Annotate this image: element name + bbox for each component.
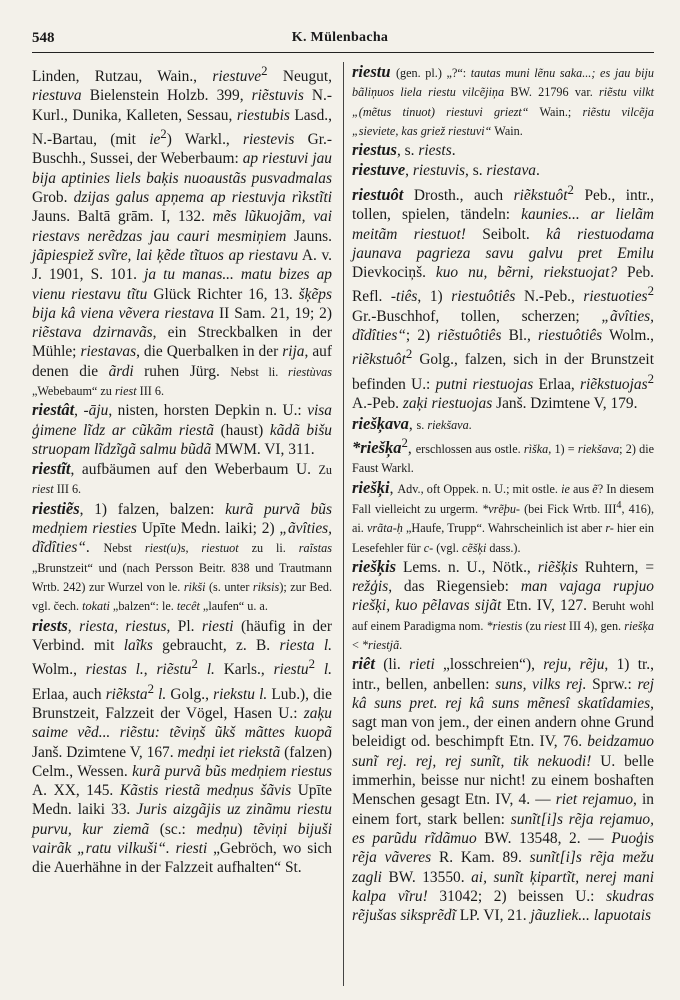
entry-riestuve: riestuve, riestuvis, s. riestava. <box>352 160 540 180</box>
entry-rieska: $*riešk̦a^2$, erschlossen aus ostle. rìška, 1) = riekšava; 2) die Faust Warkl. <box>352 435 654 476</box>
entry-rieski: riešk̦i, Adv., oft Oppek. n. U.; mit ostle. ie aus ẽ? In diesem Fall vielleicht zu urgerm. *vrẽþu- (bei Fick Wrtb. III$^4$, 416), ai. vrãta-ḥ „Haufe, Trupp“. Wahrscheinlich ist aber r- hier ein Lesefehler für c- (vgl. cẽšķi dass.). <box>352 477 654 555</box>
page-header: K. Mülenbacha <box>291 30 389 45</box>
page-number: 548 <box>32 30 55 46</box>
header-rule <box>32 52 654 53</box>
entry-riestit: riestĩt, aufbäumen auf den Weberbaum U. Zu riest III 6. <box>32 459 332 497</box>
entry-riet: riêt (li. rieti „losschreien“), reju, rẽju, 1) tr., intr., bellen, anbellen: suns, vilks rej. Sprw.: rej kâ suns pret. rej kâ suns mẽnesî skatîdamies, sagt man von jem., der einen andern ohne Grund beleidigt od. beschimpft Etn. IV, 76. beidzamuo sunĩ rej. rej, rej sunĩt, tik nekuodi! U. belle immerhin, beisse nur nicht! zu einem boshaften Menschen gesagt Etn. IV, 4. — riet rejamuo, in einem fort, stark bellen: sunĩt[i]s rẽja rejamuo, es parũdu rĩdãmuo BW. 13548, 2. — Puoģis rẽja vãveres R. Kam. 89. sunĩt[i]s rẽja mežu zagli BW. 13550. ai, sunĩt ķipartĩt, nerej mani kalpa vĩru! 31042; 2) beissen U.: skudras rẽjušas siksprẽdĩ LP. VI, 21. jãuzliek... lapuotais <box>352 654 655 925</box>
entry-riestus: riestus, s. riests. <box>352 140 456 160</box>
entry-riests: riests, riesta, riestus, Pl. riesti (häufig in der Verbind. mit laĩks gebraucht, z. B. riesta l. Wolm., riestas l., riẽstu$^2$ l. Karls., riestu$^2$ l. Erlaa, auch riẽksta$^2$ l. Golg., riekstu l. Lub.), die Brunstzeit, Falzzeit der Vögel, Hasen U.: zaķu saime vẽd... riẽstu: tẽviņš ũkš mãttes kuopã Janš. Dzimtene V, 167. medņi iet riekstã (falzen) Celm., Wessen. kurã purvã bũs medņiem riestus A. XX, 145. Kãstis riestã medņus šãvis Upīte Medn. laiki 33. Juris aizgãjis uz zinãmu riestu purvu, kur ziemã (sc.: medņu) tẽviņi bijuši vairãk „ratu vilkuši“. riesti „Gebröch, wo sich die Auerhähne in der Falzzeit aufhalten“ St. <box>32 615 332 877</box>
column-divider <box>343 62 344 986</box>
left-column <box>32 62 332 878</box>
right-column <box>352 62 654 925</box>
entry-rieskava: riešk̦ava, s. riekšava. <box>352 413 472 433</box>
entry-riestava-cont: Linden, Rutzau, Wain., riestuve$^2$ Neugut, riestuva Bielenstein Holzb. 399, riẽstuvis N.-Kurl., Dunika, Kalleten, Sessau, riestubis Lasd., N.-Bartau, (mit $ie^2$) Warkl., riestevis Gr.-Buschh., Sussei, der Weberbaum: ap riestuvi jau bija aptinies liels baķis nuoaustãs pusvadmalas Grob. dzijas galus apņema ap riestuvja rìkstĩti Jauns. Baltā grām. I, 132. mẽs lũkuojãm, vai riestavs nerẽdzas jau cauri mesmiņiem Jauns. jãpiespiež svĩre, lai ķẽde tĩtuos ap riestavu A. v. J. 1901, S. 101. ja tu manas... matu bizes ap vienu riestavu tĩtu Glück Richter 16, 13. šķẽps bija kâ viena vẽvera riestava II Sam. 21, 19; 2) riẽstava dzirnavãs, ein Streckbalken in der Mühle; riestavas, die Querbalken in der rija, auf denen die ãrdi ruhen Jürg. Nebst li. riestùvas „Webebaum“ zu riest III 6. <box>32 64 333 398</box>
entry-riestuot: riestuôt Drosth., auch riẽkstuôt$^2$ Peb., intr., tollen, spielen, tändeln: kaunies... ar lielãm meitãm riestuot! Seibolt. kâ riestuodama jaunava pagrieza savu galvu pret Emilu Dievkociņš. kuo nu, bẽrni, riekstuojat? Peb. Refl. -tiês, 1) riestuôtiês N.-Peb., riestuoties$^2$ Gr.-Buschhof, tollen, scherzen; „ãvîties, dĩdîties“; 2) riẽstuôtiês Bl., riestuôtiês Wolm., riẽkstuôt$^2$ Golg., falzen, sich in der Brunstzeit befinden U.: putni riestuojas Erlaa, riẽkstuojas$^2$ A.-Peb. zaķi riestuojas Janš. Dzimtene V, 179. <box>352 182 655 413</box>
entry-rieskis: riešk̦is Lems. n. U., Nötk., riẽšķis Ruhtern, = režģis, das Riegensieb: man vajaga rupjuo riešķi, kuo pẽlavas sijãt Etn. IV, 127. Beruht wohl auf einem Paradigma nom. *riestis (zu riest III 4), gen. riešķa < *riestjã. <box>352 556 654 652</box>
entry-riestu: riestu (gen. pl.) „?“: tautas muni lẽnu saka...; es jau biju bãliņuos liela riestu vilcẽjiņa BW. 21796 var. riẽstu vilkt „(mẽtus tinuot) riestuvi griezt“ Wain.; riẽstu vilcẽja „sieviete, kas griež riestuvi“ Wain. <box>352 62 655 138</box>
entry-riesties: riestiẽs, 1) falzen, balzen: kurã purvã bũs medņiem riesties Upīte Medn. laiki; 2) „ãvîties, dĩdîties“. Nebst riest(u)s, riestuot zu li. raĩstas „Brunstzeit“ und (nach Persson Beitr. 838 und Trautmann Wrtb. 242) zur Wurzel von le. rikši (s. unter riksis); zur Bed. vgl. čech. tokati „balzen“: le. tecêt „laufen“ u. a. <box>32 498 333 614</box>
entry-riestat: riestât, -āju, nisten, horsten Depkin n. U.: visa ģimene lĩdz ar cũkãm riestã (haust) kãdã bišu struopam lĩdzĩgã salmu bũdã MWM. VI, 311. <box>32 400 333 458</box>
